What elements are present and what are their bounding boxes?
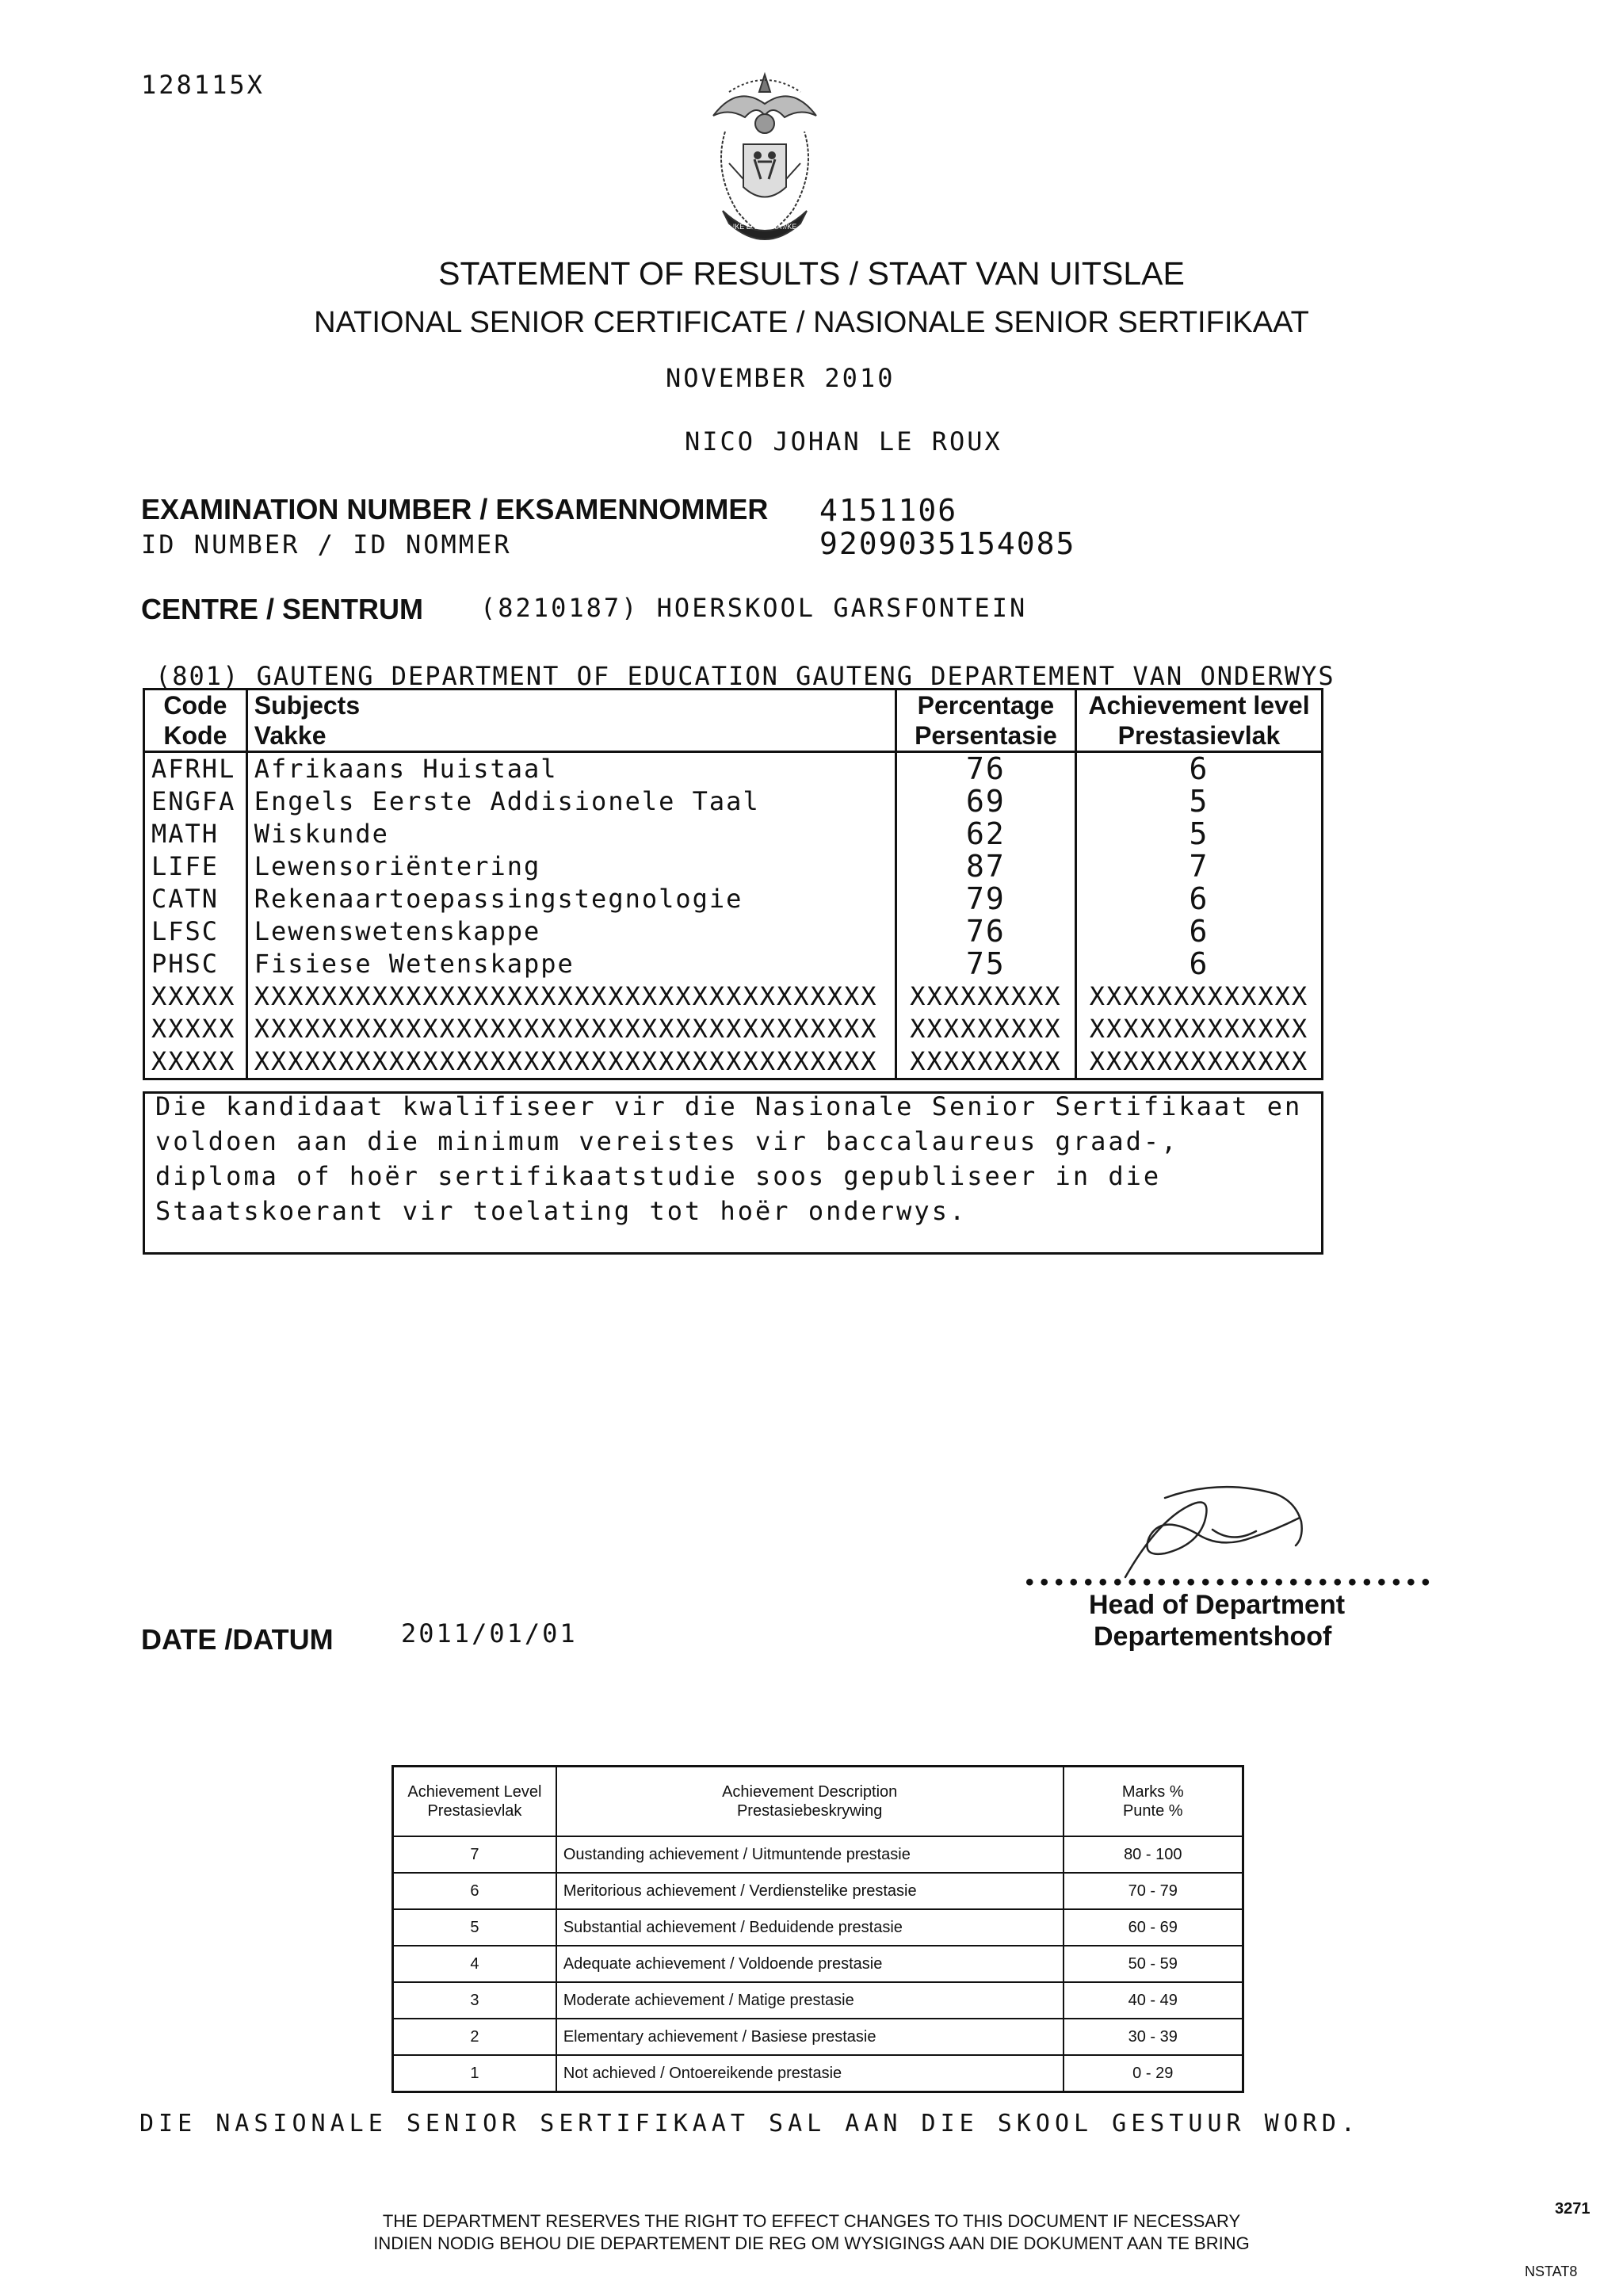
candidate-name: NICO JOHAN LE ROUX bbox=[685, 426, 1002, 457]
legend-marks: 40 - 49 bbox=[1064, 1982, 1243, 2019]
results-header-row bbox=[144, 690, 1323, 752]
table-row bbox=[144, 785, 1323, 818]
subject-level: 6 bbox=[1189, 946, 1209, 981]
code-header bbox=[144, 690, 247, 752]
form-code: NSTAT8 bbox=[1525, 2264, 1578, 2279]
subject-name: XXXXXXXXXXXXXXXXXXXXXXXXXXXXXXXXXXXXX bbox=[246, 1045, 896, 1079]
subject-percentage: 69 bbox=[896, 785, 1075, 818]
legend-marks-header bbox=[1064, 1767, 1243, 1837]
subject-code: ENGFA bbox=[144, 785, 247, 818]
subject-name: Lewensoriëntering bbox=[246, 850, 896, 883]
qualification-statement: Die kandidaat kwalifiseer vir die Nasionale Senior Sertifikaat en voldoen aan die minimum vereistes vir baccalaureus graad-, diploma of hoër sertifikaatstudie soos gepubliseer in die Staatskoerant vir toelating tot hoër onderwys. bbox=[155, 1091, 1303, 1226]
subject-percentage: XXXXXXXXX bbox=[896, 1013, 1075, 1045]
subject-name: XXXXXXXXXXXXXXXXXXXXXXXXXXXXXXXXXXXXX bbox=[246, 1013, 896, 1045]
legend-description: Substantial achievement / Beduidende prestasie bbox=[556, 1909, 1064, 1946]
subject-name: Fisiese Wetenskappe bbox=[246, 948, 896, 980]
exam-number-value: 4151106 bbox=[819, 493, 958, 528]
subject-level: 5 bbox=[1189, 816, 1209, 851]
subject-level: XXXXXXXXXXXXX bbox=[1089, 981, 1309, 1011]
certificate-delivery-note: DIE NASIONALE SENIOR SERTIFIKAAT SAL AAN DIE SKOOL GESTUUR WORD. bbox=[139, 2110, 1360, 2137]
subject-code: XXXXX bbox=[144, 1045, 247, 1079]
legend-level: 2 bbox=[393, 2019, 556, 2055]
legend-marks-header-en: Marks % bbox=[1121, 1783, 1184, 1801]
disclaimer-af: INDIEN NODIG BEHOU DIE DEPARTEMENT DIE REG OM WYSIGINGS AAN DIE DOKUMENT AAN TE BRING bbox=[373, 2233, 1250, 2253]
date-value: 2011/01/01 bbox=[401, 1618, 578, 1648]
legend-level: 4 bbox=[393, 1946, 556, 1982]
percentage-header bbox=[896, 690, 1075, 752]
subject-code: XXXXX bbox=[144, 980, 247, 1013]
subjects-header bbox=[246, 690, 896, 752]
signatory-title-en: Head of Department bbox=[1089, 1590, 1346, 1620]
legend-level: 5 bbox=[393, 1909, 556, 1946]
legend-level: 1 bbox=[393, 2055, 556, 2092]
legend-marks: 30 - 39 bbox=[1064, 2019, 1243, 2055]
subject-percentage: 62 bbox=[896, 818, 1075, 850]
coat-of-arms-icon bbox=[682, 68, 848, 250]
subject-code: MATH bbox=[144, 818, 247, 850]
legend-description: Oustanding achievement / Uitmuntende prestasie bbox=[556, 1836, 1064, 1873]
code-header-af: Kode bbox=[163, 721, 227, 750]
subject-level: XXXXXXXXXXXXX bbox=[1089, 1014, 1309, 1044]
crest-motto: !KE E: /XARRA //KE bbox=[732, 223, 797, 231]
table-row bbox=[144, 818, 1323, 850]
legend-marks: 80 - 100 bbox=[1064, 1836, 1243, 1873]
subject-name: XXXXXXXXXXXXXXXXXXXXXXXXXXXXXXXXXXXXX bbox=[246, 980, 896, 1013]
table-row bbox=[144, 948, 1323, 980]
centre-value: (8210187) HOERSKOOL GARSFONTEIN bbox=[480, 593, 1028, 623]
legend-level-header-af: Prestasievlak bbox=[427, 1802, 522, 1820]
id-number-value: 9209035154085 bbox=[819, 526, 1076, 561]
signatory-title-af: Departementshoof bbox=[1094, 1622, 1332, 1652]
exam-period: NOVEMBER 2010 bbox=[666, 363, 896, 393]
exam-number-label: EXAMINATION NUMBER / EKSAMENNOMMER bbox=[141, 493, 769, 525]
table-row bbox=[393, 2019, 1243, 2055]
legend-level: 7 bbox=[393, 1836, 556, 1873]
table-row bbox=[393, 2055, 1243, 2092]
subject-name: Afrikaans Huistaal bbox=[246, 752, 896, 786]
subject-level: 6 bbox=[1189, 881, 1209, 916]
table-row bbox=[144, 850, 1323, 883]
table-row bbox=[144, 980, 1323, 1013]
achievement-legend-table bbox=[391, 1765, 1244, 2093]
table-row bbox=[393, 1909, 1243, 1946]
legend-level-header bbox=[393, 1767, 556, 1837]
legend-description-header-af: Prestasiebeskrywing bbox=[736, 1802, 883, 1820]
legend-description: Elementary achievement / Basiese prestasie bbox=[556, 2019, 1064, 2055]
legend-description-header-en: Achievement Description bbox=[722, 1783, 898, 1801]
percentage-header-en: Percentage bbox=[917, 691, 1055, 720]
subject-level: 6 bbox=[1189, 914, 1209, 949]
level-header bbox=[1075, 690, 1322, 752]
table-row bbox=[393, 1836, 1243, 1873]
subject-level: 6 bbox=[1189, 751, 1209, 786]
subject-percentage: 75 bbox=[896, 948, 1075, 980]
subjects-header-en: Subjects bbox=[254, 691, 361, 720]
subject-code: LIFE bbox=[144, 850, 247, 883]
results-table bbox=[143, 688, 1323, 1080]
subject-level: 5 bbox=[1189, 784, 1209, 819]
subjects-header-af: Vakke bbox=[254, 721, 327, 750]
legend-level-header-en: Achievement Level bbox=[407, 1783, 542, 1801]
table-row bbox=[144, 1045, 1323, 1079]
legend-header-row bbox=[393, 1767, 1243, 1837]
table-row bbox=[144, 883, 1323, 915]
subject-code: AFRHL bbox=[144, 752, 247, 786]
subject-name: Lewenswetenskappe bbox=[246, 915, 896, 948]
legend-level: 6 bbox=[393, 1873, 556, 1909]
document-subtitle: NATIONAL SENIOR CERTIFICATE / NASIONALE SENIOR SERTIFIKAAT bbox=[314, 306, 1309, 339]
subject-percentage: 76 bbox=[896, 915, 1075, 948]
subject-level: 7 bbox=[1189, 849, 1209, 884]
table-row bbox=[393, 1982, 1243, 2019]
subject-level: XXXXXXXXXXXXX bbox=[1089, 1046, 1309, 1076]
subject-percentage: 87 bbox=[896, 850, 1075, 883]
subject-name: Rekenaartoepassingstegnologie bbox=[246, 883, 896, 915]
percentage-header-af: Persentasie bbox=[915, 721, 1057, 750]
subject-name: Wiskunde bbox=[246, 818, 896, 850]
document-reference: 128115X bbox=[141, 70, 265, 100]
legend-description: Adequate achievement / Voldoende prestasie bbox=[556, 1946, 1064, 1982]
level-header-en: Achievement level bbox=[1088, 691, 1310, 720]
subject-code: CATN bbox=[144, 883, 247, 915]
education-authority: (801) GAUTENG DEPARTMENT OF EDUCATION GAUTENG DEPARTEMENT VAN ONDERWYS bbox=[155, 661, 1335, 691]
legend-description-header bbox=[556, 1767, 1064, 1837]
table-row bbox=[393, 1873, 1243, 1909]
subject-code: XXXXX bbox=[144, 1013, 247, 1045]
level-header-af: Prestasievlak bbox=[1117, 721, 1281, 750]
legend-marks: 50 - 59 bbox=[1064, 1946, 1243, 1982]
legend-marks: 0 - 29 bbox=[1064, 2055, 1243, 2092]
subject-percentage: 76 bbox=[896, 752, 1075, 786]
legend-level: 3 bbox=[393, 1982, 556, 2019]
table-row bbox=[144, 915, 1323, 948]
subject-percentage: XXXXXXXXX bbox=[896, 980, 1075, 1013]
id-number-label: ID NUMBER / ID NOMMER bbox=[141, 529, 512, 560]
disclaimer-en: THE DEPARTMENT RESERVES THE RIGHT TO EFFECT CHANGES TO THIS DOCUMENT IF NECESSARY bbox=[382, 2211, 1241, 2231]
legend-marks-header-af: Punte % bbox=[1122, 1802, 1183, 1820]
signature-line: •••••••••••••••••••••••••••• bbox=[1025, 1569, 1437, 1595]
legend-description: Moderate achievement / Matige prestasie bbox=[556, 1982, 1064, 2019]
table-row bbox=[144, 1013, 1323, 1045]
table-row bbox=[393, 1946, 1243, 1982]
date-label: DATE /DATUM bbox=[141, 1623, 334, 1656]
subject-code: PHSC bbox=[144, 948, 247, 980]
legend-marks: 70 - 79 bbox=[1064, 1873, 1243, 1909]
table-row bbox=[144, 752, 1323, 786]
code-header-en: Code bbox=[163, 691, 227, 720]
subject-percentage: XXXXXXXXX bbox=[896, 1045, 1075, 1079]
subject-percentage: 79 bbox=[896, 883, 1075, 915]
page-number: 3271 bbox=[1555, 2200, 1591, 2218]
subject-name: Engels Eerste Addisionele Taal bbox=[246, 785, 896, 818]
legend-marks: 60 - 69 bbox=[1064, 1909, 1243, 1946]
legend-description: Meritorious achievement / Verdienstelike prestasie bbox=[556, 1873, 1064, 1909]
legend-description: Not achieved / Ontoereikende prestasie bbox=[556, 2055, 1064, 2092]
centre-label: CENTRE / SENTRUM bbox=[141, 593, 424, 625]
subject-code: LFSC bbox=[144, 915, 247, 948]
document-title: STATEMENT OF RESULTS / STAAT VAN UITSLAE bbox=[438, 255, 1185, 292]
